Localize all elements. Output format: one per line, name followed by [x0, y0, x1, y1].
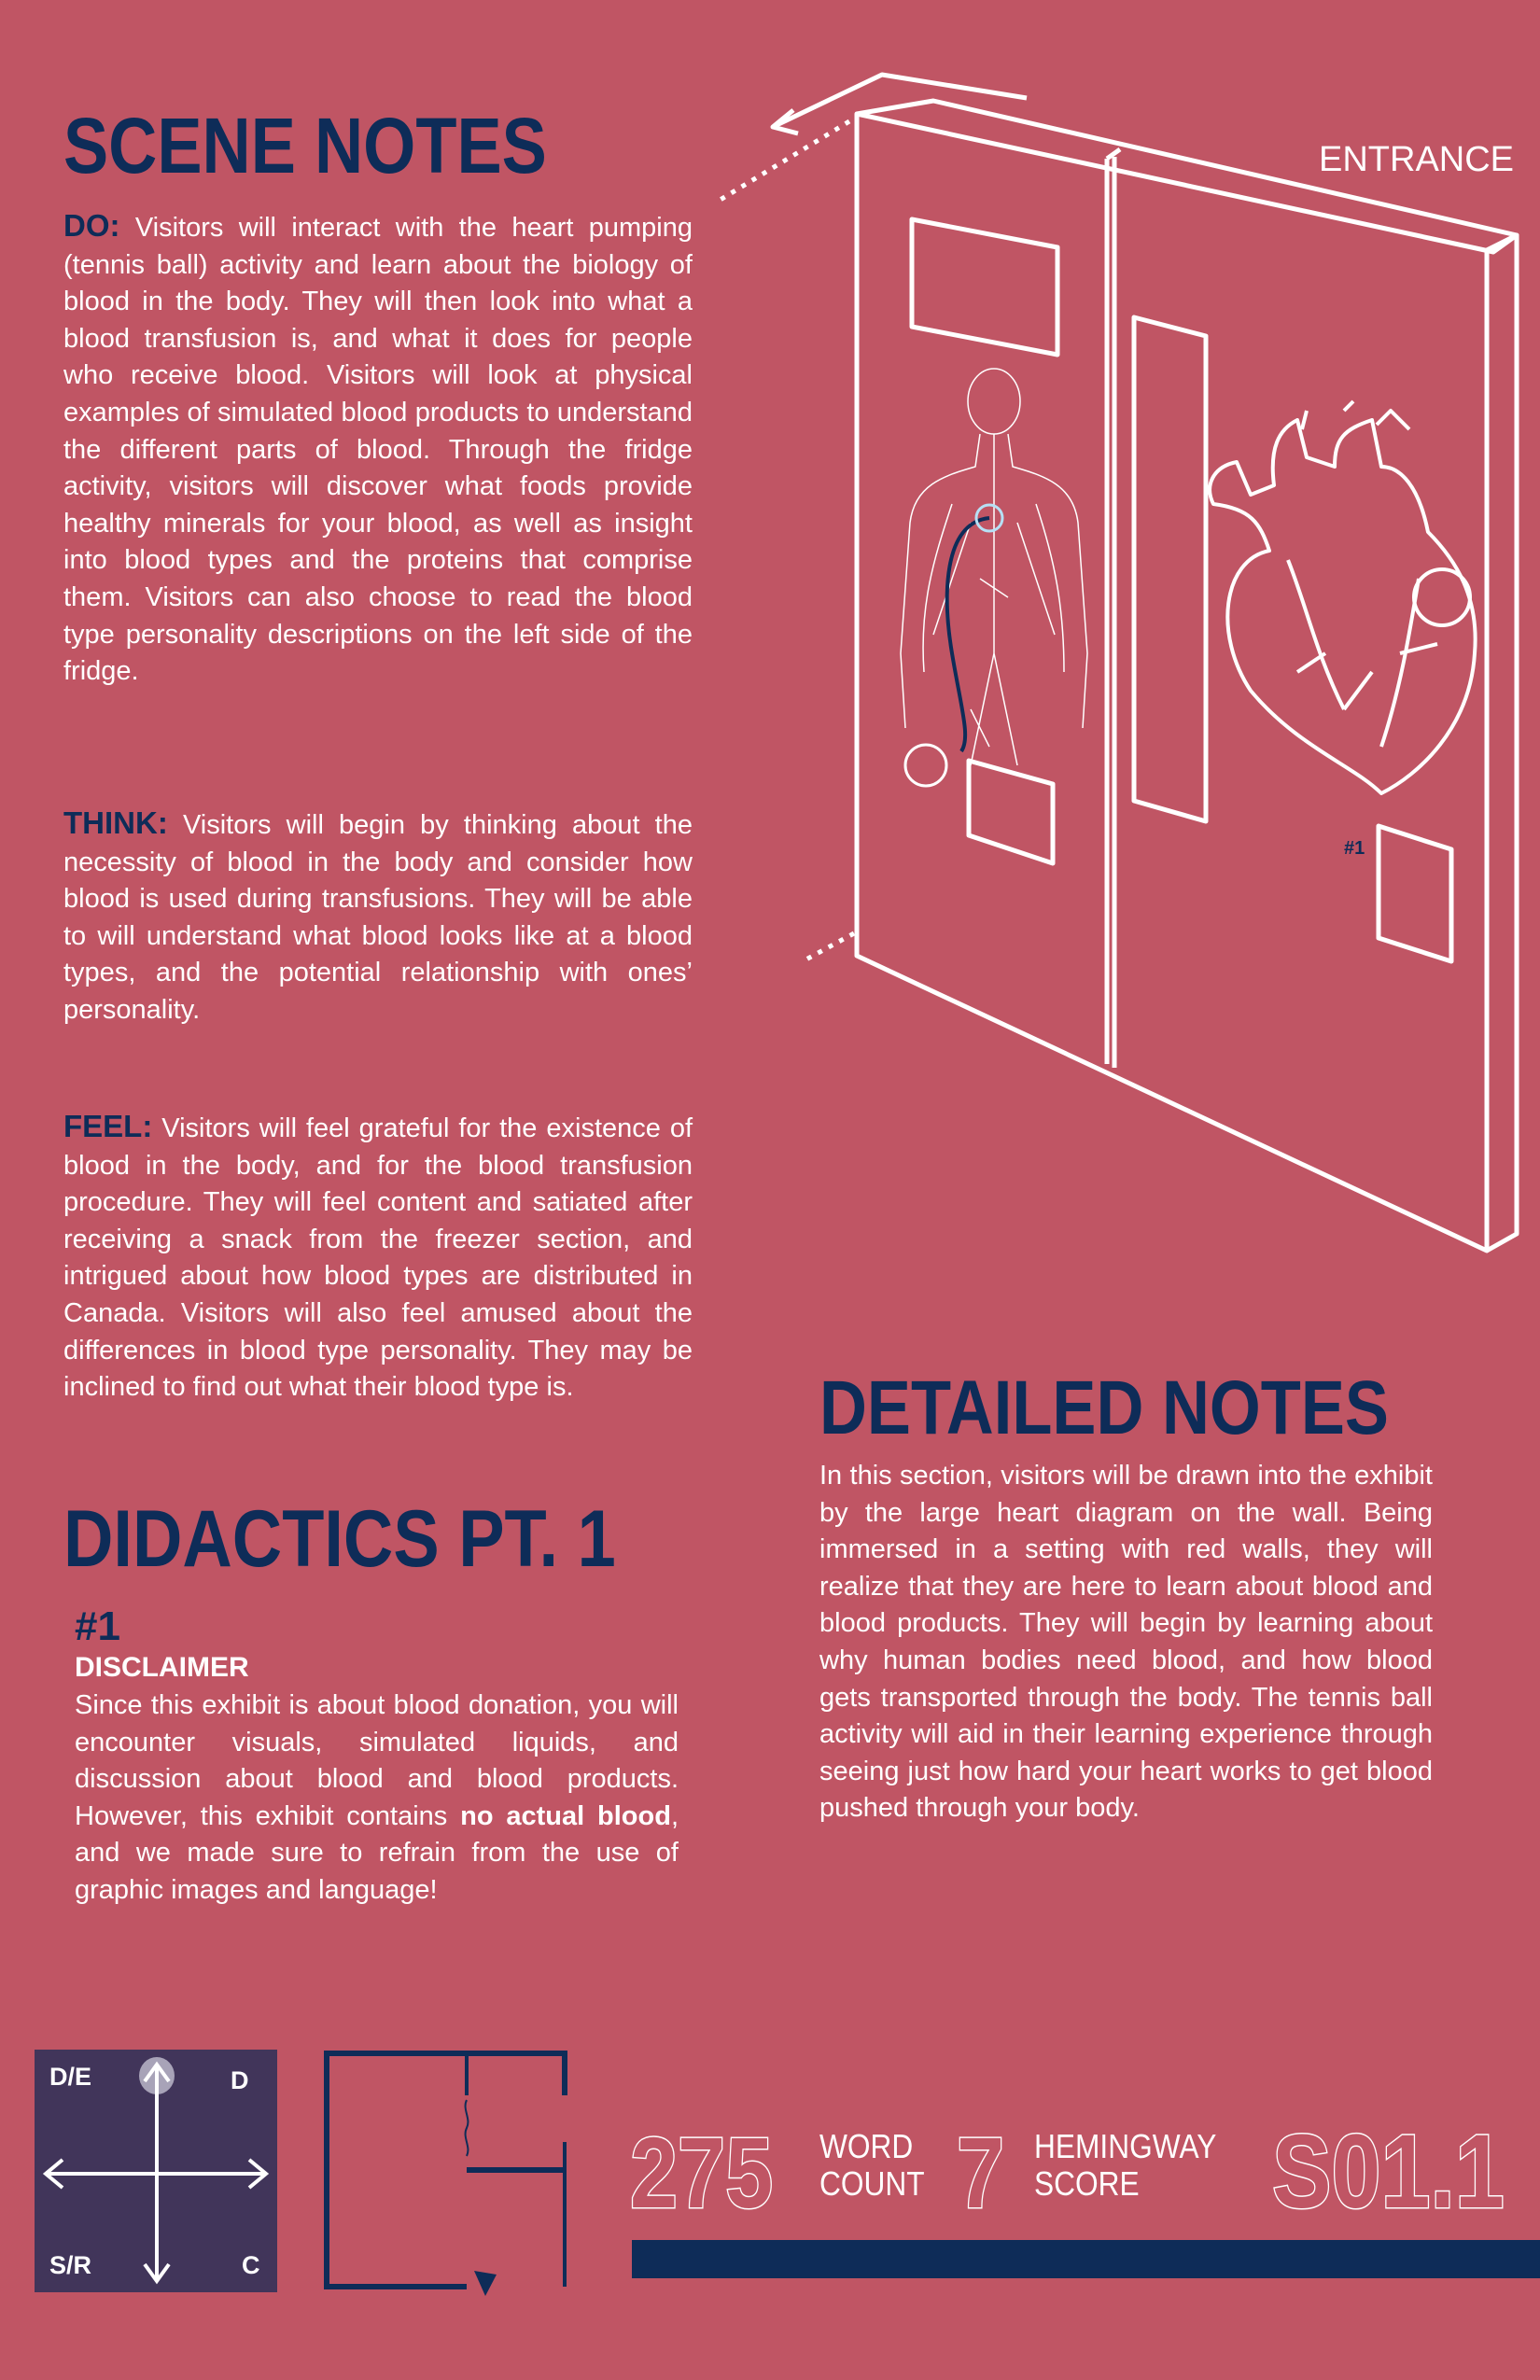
hemingway-label-line: HEMINGWAY [1034, 2127, 1217, 2165]
tube-line [947, 518, 989, 751]
scene-code: S01.1 [1272, 2113, 1505, 2230]
hemingway-score-value: 7 [957, 2116, 1005, 2229]
floor-plan-icon [317, 2039, 579, 2310]
panel-rect-1 [1379, 826, 1451, 961]
circulatory-system-icon [901, 369, 1087, 765]
think-label: THINK: [63, 805, 168, 840]
panel-rect [912, 219, 1057, 355]
guide-line-bottom [803, 933, 854, 961]
word-label-line: COUNT [819, 2164, 925, 2203]
disclaimer-text-part: , and we made sure to refrain from the use of graphic images and language! [75, 1800, 679, 1905]
feel-label: FEEL: [63, 1109, 153, 1143]
compass-label-de: D/E [49, 2063, 92, 2091]
guide-line-top [719, 121, 849, 201]
footer-bar [632, 2240, 1540, 2278]
scene-notes-title: SCENE NOTES [63, 102, 547, 189]
direction-arrow-icon [775, 75, 1027, 126]
tennis-ball-icon [905, 745, 946, 786]
feel-text: Visitors will feel grateful for the existence of blood in the body, and for the blood transfusion procedure. They will feel content and satiated after receiving a snack from the freezer section, and intrigued about how blood types are distributed in Canada. Visitors will also feel amused about the differences in blood type personality. They may be inclined to find out what their blood type is. [63, 1113, 693, 1403]
wall-front [857, 114, 1487, 1251]
compass-box [35, 2050, 277, 2292]
wall-divider [1107, 157, 1114, 1068]
disclaimer-text [75, 1687, 679, 1910]
do-label: DO: [63, 208, 120, 243]
wall-side [1487, 235, 1517, 1251]
detailed-notes-title: DETAILED NOTES [819, 1365, 1389, 1450]
word-label-line: WORD [819, 2127, 914, 2165]
didactic-heading: DISCLAIMER [75, 1652, 249, 1683]
detailed-notes-text: In this section, visitors will be drawn into the exhibit by the large heart diagram on the wall. Being immersed in a setting with red walls, they will realize that they are here to learn about blood and blood products. They will begin by learning about why human bodies need blood, and how blood gets transported through the body. The tennis ball activity will aid in their learning experience through seeing just how hard your heart works to get blood pushed through your body. [819, 1461, 1433, 1824]
do-text: Visitors will interact with the heart pumping (tennis ball) activity and learn about the biology of blood in the body. They will then look into what a blood transfusion is, and what it does for people who receive blood. Visitors will look at physical examples of simulated blood products to understand the different parts of blood. Through the fridge activity, visitors will discover what foods provide healthy minerals for your blood, as well as insight into blood types and the proteins that comprise them. Visitors can also choose to read the blood type personality descriptions on the left side of the fridge. [63, 213, 693, 687]
disclaimer-bold: no actual blood [460, 1800, 671, 1831]
didactic-number: #1 [75, 1603, 120, 1649]
hemingway-score-label [1034, 2128, 1216, 2203]
entry-arrow-icon [474, 2271, 497, 2296]
think-text: Visitors will begin by thinking about the necessity of blood in the body and consider how blood is used during transfusions. They will be able to will understand what blood looks like at a blood types, and the potential relationship with ones’ personality. [63, 810, 693, 1025]
compass-label-d: D [231, 2066, 249, 2094]
marker-label: #1 [1344, 838, 1365, 859]
didactics-title: DIDACTICS PT. 1 [63, 1494, 616, 1584]
panel-rect [1134, 317, 1206, 821]
word-count-value: 275 [630, 2116, 774, 2229]
heart-icon [1210, 401, 1475, 793]
panel-rect [969, 761, 1053, 863]
hemingway-label-line: SCORE [1034, 2164, 1140, 2203]
disclaimer-text-part: Since this exhibit is about blood donation, you will encounter visuals, simulated liquids, and discussion about blood and blood products. However, this exhibit contains [75, 1690, 679, 1831]
compass-label-sr: S/R [49, 2251, 92, 2279]
word-count-label [819, 2128, 925, 2203]
compass-label-c: C [242, 2251, 260, 2279]
entrance-label: ENTRANCE [1319, 140, 1515, 179]
